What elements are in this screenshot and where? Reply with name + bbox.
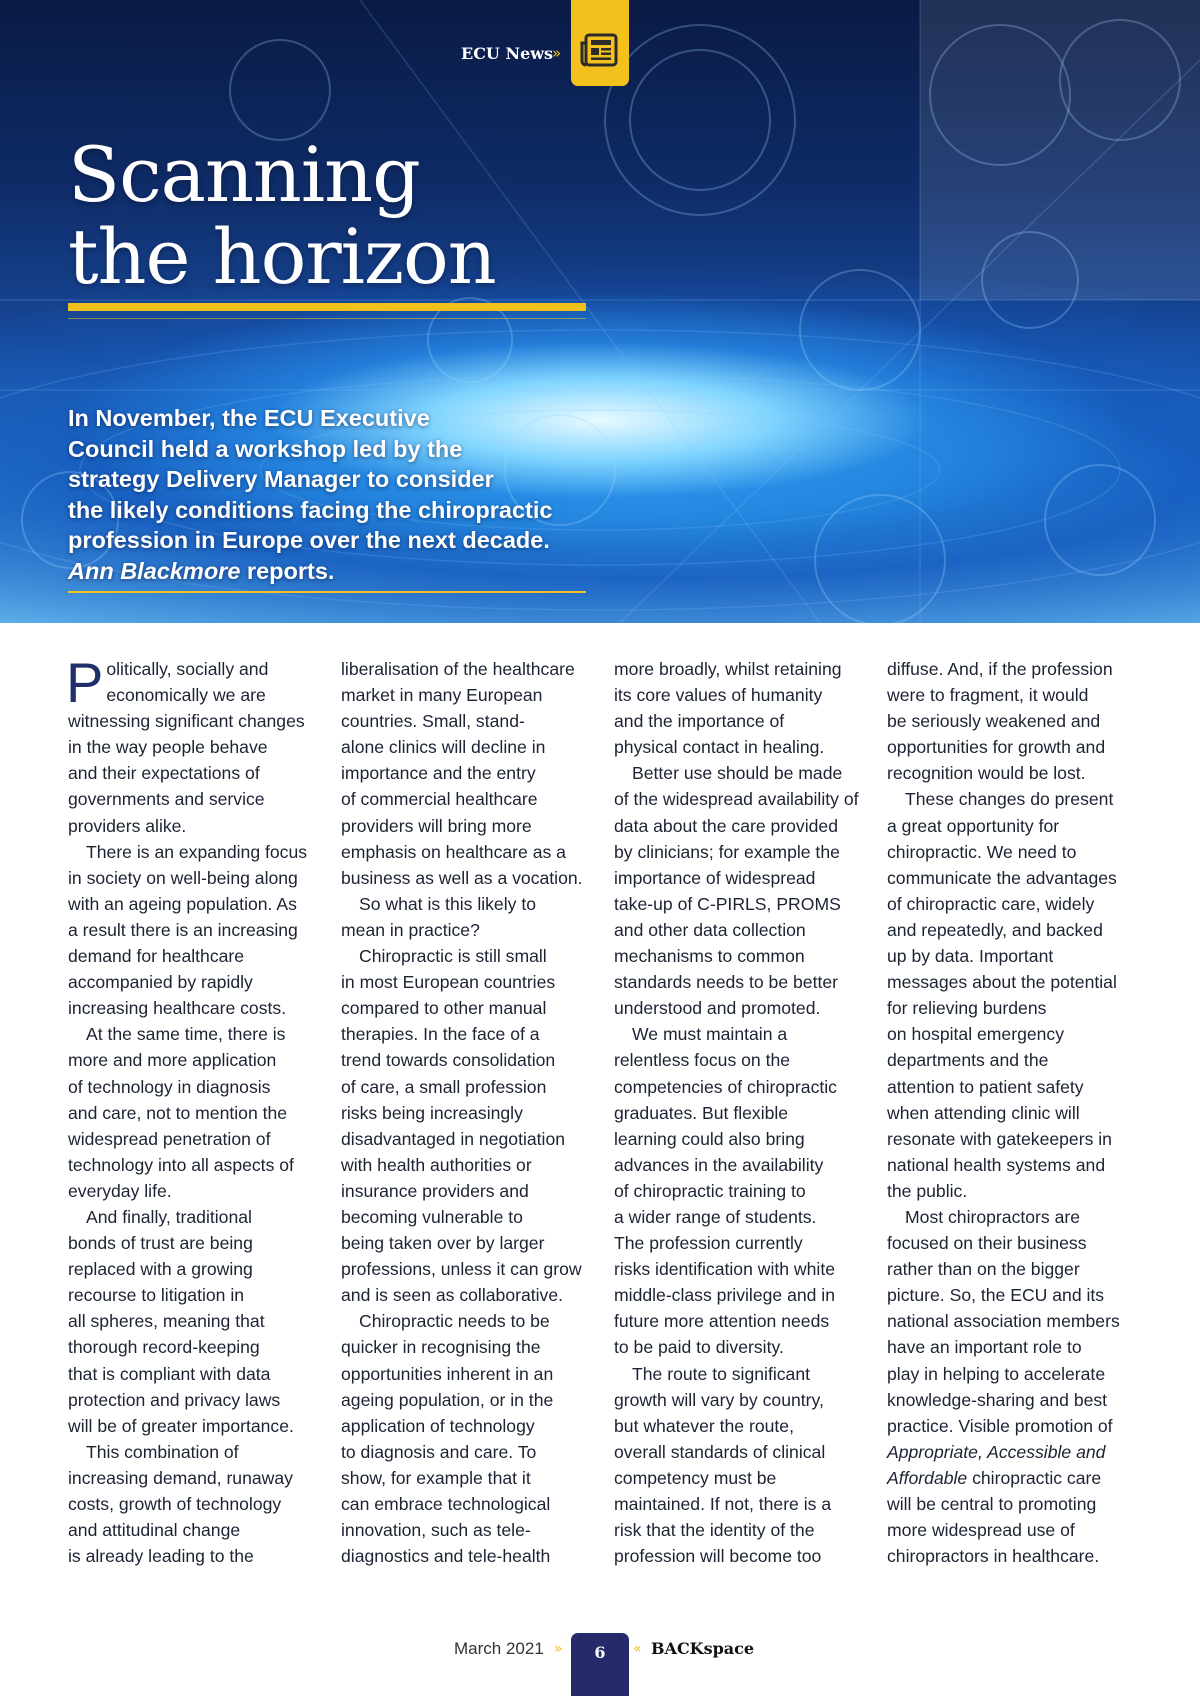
text-line: widespread penetration of <box>68 1128 271 1149</box>
footer-chevrons-left: « <box>633 1641 642 1657</box>
text-line: providers alike. <box>68 815 187 836</box>
text-line: standards needs to be better <box>614 972 838 993</box>
text-line: importance of widespread <box>614 867 816 888</box>
text-line: risk that the identity of the <box>614 1520 815 1541</box>
text-line: olitically, socially and <box>106 659 269 679</box>
text-line: practice. Visible promotion of <box>887 1415 1113 1436</box>
text-line: rather than on the bigger <box>887 1259 1080 1280</box>
text-line: relentless focus on the <box>614 1050 791 1071</box>
text-line: departments and the <box>887 1050 1049 1071</box>
text-line: in the way people behave <box>68 737 268 758</box>
text-line: We must maintain a <box>632 1024 788 1045</box>
text-line: of care, a small profession <box>341 1076 547 1097</box>
text-line: of chiropractic care, widely <box>887 893 1095 914</box>
text-line: business as well as a vocation. <box>341 867 583 888</box>
title-rule-thin <box>68 318 586 319</box>
text-line: The route to significant <box>632 1363 810 1384</box>
text-line: innovation, such as tele- <box>341 1520 531 1541</box>
text-line: witnessing significant changes <box>68 711 305 732</box>
text-line: by clinicians; for example the <box>614 841 840 862</box>
text-line: future more attention needs <box>614 1311 830 1332</box>
page-number: 6 <box>571 1633 629 1696</box>
text-line: overall standards of clinical <box>614 1441 826 1462</box>
text-line: graduates. But flexible <box>614 1102 789 1123</box>
text-line: advances in the availability <box>614 1154 824 1175</box>
text-line: on hospital emergency <box>887 1024 1065 1045</box>
text-line: have an important role to <box>887 1337 1082 1358</box>
text-line: and is seen as collaborative. <box>341 1285 564 1306</box>
text-line: This combination of <box>86 1441 239 1462</box>
text-line: of the widespread availability of <box>614 789 859 810</box>
standfirst <box>68 403 588 586</box>
body-column-3 <box>614 656 864 1569</box>
text-line: risks identification with white <box>614 1259 835 1280</box>
section-chevrons: » <box>552 44 562 62</box>
author-name: Ann Blackmore <box>68 557 241 584</box>
text-line: and the importance of <box>614 711 785 732</box>
text-line: growth will vary by country, <box>614 1389 824 1410</box>
text-line: accompanied by rapidly <box>68 972 253 993</box>
text-line: can embrace technological <box>341 1494 551 1514</box>
text-line: diagnostics and tele-health <box>341 1546 551 1567</box>
standfirst-byline <box>68 556 588 587</box>
text-line: of commercial healthcare <box>341 789 538 810</box>
text-line: and attitudinal change <box>68 1520 241 1541</box>
text-line: competency must be <box>614 1467 777 1488</box>
text-line: in society on well-being along <box>68 867 298 888</box>
text-line: So what is this likely to <box>359 893 536 914</box>
text-line: data about the care provided <box>614 815 838 836</box>
text-line: opportunities inherent in an <box>341 1363 554 1384</box>
text-line: providers will bring more <box>341 815 532 836</box>
italic-phrase: Appropriate, Accessible and <box>887 1441 1106 1462</box>
drop-cap: P <box>66 651 104 714</box>
text-line: resonate with gatekeepers in <box>887 1128 1112 1149</box>
standfirst-line: strategy Delivery Manager to consider <box>68 466 494 492</box>
text-line: mean in practice? <box>341 919 480 940</box>
text-fragment: chiropractic care <box>967 1467 1102 1488</box>
text-line: understood and promoted. <box>614 998 821 1019</box>
text-line: ageing population, or in the <box>341 1389 554 1410</box>
text-line: more and more application <box>68 1050 277 1071</box>
body-column-2 <box>341 656 591 1569</box>
text-line: Chiropractic is still small <box>359 946 547 967</box>
text-line: its core values of humanity <box>614 685 823 706</box>
text-line: more broadly, whilst retaining <box>614 659 842 679</box>
italic-phrase: Affordable <box>887 1467 968 1488</box>
text-line: competencies of chiropractic <box>614 1076 837 1097</box>
text-line: professions, unless it can grow <box>341 1259 582 1280</box>
text-line: replaced with a growing <box>68 1259 253 1280</box>
text-line: At the same time, there is <box>86 1024 286 1045</box>
text-line: profession will become too <box>614 1546 822 1567</box>
text-line <box>887 1439 1137 1465</box>
text-line: becoming vulnerable to <box>341 1206 523 1227</box>
text-line: The profession currently <box>614 1233 803 1254</box>
text-line: will be central to promoting <box>887 1494 1097 1514</box>
text-line: middle-class privilege and in <box>614 1285 836 1306</box>
text-line: disadvantaged in negotiation <box>341 1128 566 1149</box>
text-line: Most chiropractors are <box>905 1206 1081 1227</box>
text-line: emphasis on healthcare as a <box>341 841 566 862</box>
text-line: will be of greater importance. <box>68 1415 294 1436</box>
text-line: increasing healthcare costs. <box>68 998 287 1019</box>
text-line: learning could also bring <box>614 1128 805 1149</box>
text-line: to diagnosis and care. To <box>341 1441 537 1462</box>
text-line: physical contact in healing. <box>614 737 825 758</box>
text-line: up by data. Important <box>887 946 1054 967</box>
title-rule <box>68 303 586 311</box>
text-line <box>887 1465 1137 1491</box>
text-line: and their expectations of <box>68 763 260 784</box>
text-line: market in many European <box>341 685 543 706</box>
text-line: quicker in recognising the <box>341 1337 541 1358</box>
text-line: but whatever the route, <box>614 1415 794 1436</box>
text-line: messages about the potential <box>887 972 1117 993</box>
text-line: to be paid to diversity. <box>614 1337 784 1358</box>
text-line: with an ageing population. As <box>68 893 297 914</box>
article-title-line-2: the horizon <box>68 212 496 301</box>
reports-text: reports. <box>240 557 335 584</box>
text-line: being taken over by larger <box>341 1233 545 1254</box>
text-line: all spheres, meaning that <box>68 1311 265 1332</box>
text-line: the public. <box>887 1180 968 1201</box>
text-line: and other data collection <box>614 919 806 940</box>
text-line: importance and the entry <box>341 763 536 784</box>
text-line: Chiropractic needs to be <box>359 1311 550 1332</box>
text-line: There is an expanding focus <box>86 841 308 862</box>
text-line: increasing demand, runaway <box>68 1467 293 1488</box>
text-line: chiropractors in healthcare. <box>887 1546 1100 1567</box>
section-tab <box>571 0 629 86</box>
text-line: technology into all aspects of <box>68 1154 294 1175</box>
text-line: focused on their business <box>887 1233 1087 1254</box>
text-line: diffuse. And, if the profession <box>887 659 1113 679</box>
text-line: everyday life. <box>68 1180 172 1201</box>
newspaper-icon <box>580 31 620 71</box>
hero-banner <box>0 0 1200 623</box>
text-line: national association members <box>887 1311 1120 1332</box>
text-line: were to fragment, it would <box>887 685 1089 706</box>
text-line: with health authorities or <box>341 1154 532 1175</box>
text-line: picture. So, the ECU and its <box>887 1285 1105 1306</box>
text-line: recourse to litigation in <box>68 1285 245 1306</box>
text-line: of technology in diagnosis <box>68 1076 271 1097</box>
text-line: governments and service <box>68 789 265 810</box>
text-line: a result there is an increasing <box>68 919 298 940</box>
text-line: mechanisms to common <box>614 946 805 967</box>
standfirst-line: the likely conditions facing the chiropractic <box>68 496 553 523</box>
text-line: demand for healthcare <box>68 946 245 967</box>
article-title-line-1: Scanning <box>68 130 420 219</box>
text-line: and care, not to mention the <box>68 1102 288 1123</box>
text-line: therapies. In the face of a <box>341 1024 540 1045</box>
text-line: knowledge-sharing and best <box>887 1389 1108 1410</box>
text-line: alone clinics will decline in <box>341 737 546 758</box>
text-line: These changes do present <box>905 789 1114 810</box>
text-line: take-up of C-PIRLS, PROMS <box>614 893 841 914</box>
text-line: risks being increasingly <box>341 1102 523 1123</box>
text-line: attention to patient safety <box>887 1076 1084 1097</box>
text-line: be seriously weakened and <box>887 711 1101 732</box>
text-line: countries. Small, stand- <box>341 711 525 732</box>
text-line: trend towards consolidation <box>341 1050 556 1071</box>
magazine-name: BACKspace <box>651 1639 755 1658</box>
text-line: is already leading to the <box>68 1546 254 1567</box>
text-line: a great opportunity for <box>887 815 1060 836</box>
text-line: national health systems and <box>887 1154 1106 1175</box>
standfirst-rule <box>68 591 586 593</box>
text-line: show, for example that it <box>341 1467 531 1488</box>
text-line: for relieving burdens <box>887 998 1047 1019</box>
text-line: of chiropractic training to <box>614 1180 806 1201</box>
text-line: in most European countries <box>341 972 556 993</box>
section-label: ECU News <box>461 44 554 63</box>
standfirst-line: In November, the ECU Executive <box>68 405 430 431</box>
text-line: Better use should be made <box>632 763 843 784</box>
text-line: when attending clinic will <box>887 1102 1080 1123</box>
text-line: economically we are <box>106 685 266 706</box>
body-column-1 <box>66 651 318 1569</box>
text-line: and repeatedly, and backed <box>887 919 1103 940</box>
footer-chevrons-right: » <box>554 1641 563 1657</box>
text-line: compared to other manual <box>341 998 547 1019</box>
text-line: a wider range of students. <box>614 1206 817 1227</box>
text-line: that is compliant with data <box>68 1363 271 1384</box>
body-column-4 <box>887 656 1137 1569</box>
text-line: play in helping to accelerate <box>887 1363 1106 1384</box>
text-line: And finally, traditional <box>86 1206 252 1227</box>
text-line: application of technology <box>341 1415 535 1436</box>
text-line: insurance providers and <box>341 1180 529 1201</box>
text-line: opportunities for growth and <box>887 737 1106 758</box>
text-line: protection and privacy laws <box>68 1389 281 1410</box>
text-line: communicate the advantages <box>887 867 1117 888</box>
text-line: more widespread use of <box>887 1520 1075 1541</box>
text-line: liberalisation of the healthcare <box>341 659 575 679</box>
text-line: bonds of trust are being <box>68 1233 253 1254</box>
text-line: thorough record-keeping <box>68 1337 260 1358</box>
text-line: recognition would be lost. <box>887 763 1086 784</box>
standfirst-line: profession in Europe over the next decade. <box>68 527 550 553</box>
text-line: costs, growth of technology <box>68 1494 282 1514</box>
footer-date: March 2021 <box>454 1639 544 1658</box>
standfirst-line: Council held a workshop led by the <box>68 435 463 462</box>
text-line: chiropractic. We need to <box>887 841 1077 862</box>
text-line: maintained. If not, there is a <box>614 1494 832 1514</box>
